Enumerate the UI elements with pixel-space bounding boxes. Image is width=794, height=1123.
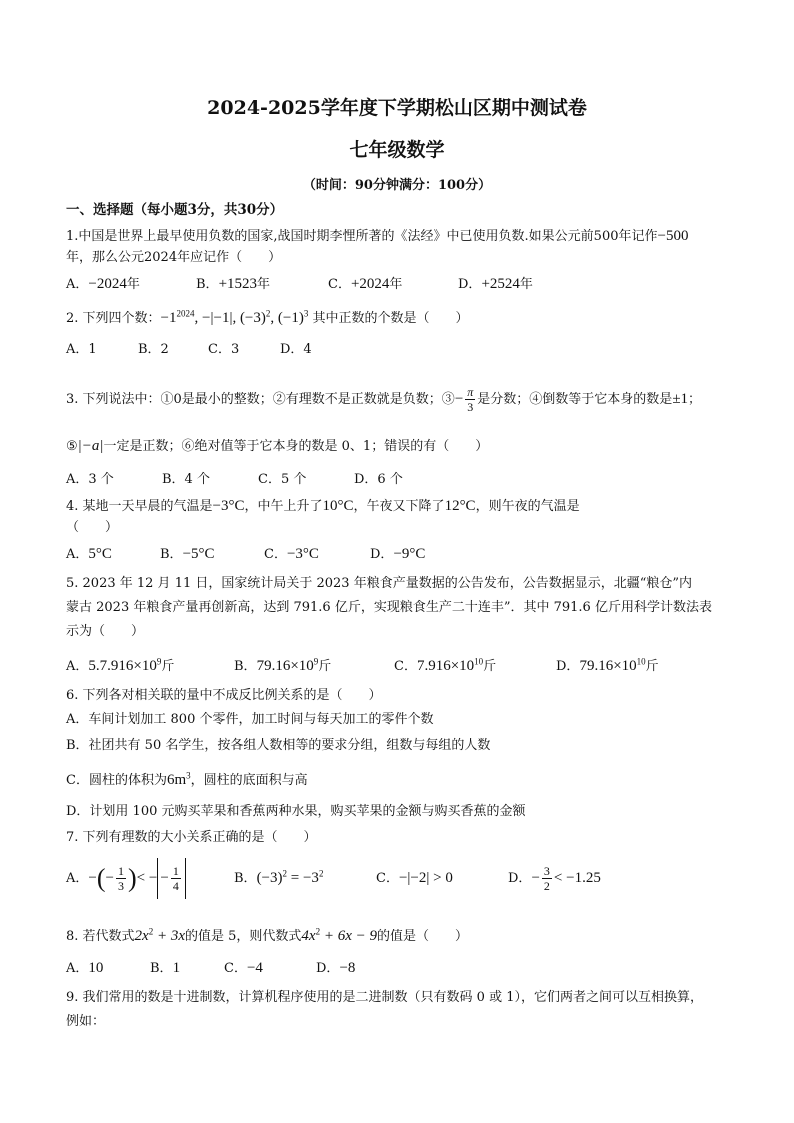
q5-option-a[interactable]: A．$5.7.916\times 10^9$斤 xyxy=(66,656,175,674)
q4-option-b[interactable]: B．−5°C xyxy=(160,546,215,562)
question-9-line-1: 9. 我们常用的数是十进制数，计算机程序使用的是二进制数（只有数码 0 或 1），它们两者之间可以互相换算， xyxy=(66,990,703,1005)
q6-option-a[interactable]: A．车间计划加工 800 个零件，加工时间与每天加工的零件个数 xyxy=(66,712,434,727)
question-7-stem: 7. 下列有理数的大小关系正确的是（ ） xyxy=(66,830,317,845)
exam-meta: （时间：90分钟满分：100分） xyxy=(302,178,492,193)
q2-option-a[interactable]: A．1 xyxy=(66,342,97,357)
q6-option-c[interactable]: C．圆柱的体积为$6m^3$，圆柱的底面积与高 xyxy=(66,770,308,788)
q4-option-a[interactable]: A．5°C xyxy=(66,546,112,562)
q3-option-a[interactable]: A．3 个 xyxy=(66,472,114,487)
q5-option-b[interactable]: B．$79.16\times 10^9$斤 xyxy=(234,656,332,674)
q1-math: −500 xyxy=(657,228,689,244)
question-1-line-2: 年，那么公元2024年应记作（ ） xyxy=(66,250,282,265)
q2-option-c[interactable]: C．3 xyxy=(208,342,240,357)
question-5-line-1: 5. 2023 年 12 月 11 日，国家统计局关于 2023 年粮食产量数据的公告发布，公告数据显示，北疆“粮仓”内 xyxy=(66,576,693,591)
q2-option-d[interactable]: D．4 xyxy=(280,342,312,357)
question-8-stem: 8. 若代数式$2x^2 + 3x$的值是 5，则代数式$4x^2 + 6x - 9$的值是（ ） xyxy=(66,926,468,944)
q6-option-d[interactable]: D．计划用 100 元购买苹果和香蕉两种水果，购买苹果的金额与购买香蕉的金额 xyxy=(66,804,526,819)
exam-subtitle: 七年级数学 xyxy=(349,139,445,161)
question-1-line-1 xyxy=(66,226,754,247)
q8-option-d[interactable]: D．−8 xyxy=(316,960,356,976)
section-heading: 一、选择题（每小题3分，共30分） xyxy=(66,202,284,218)
question-2-stem: 2. 下列四个数：$-1^{2024}$, −|−1|, $(-3)^2$, $(-1)^3$ 其中正数的个数是（ ） xyxy=(66,308,469,326)
q6-option-b[interactable]: B．社团共有 50 名学生，按各组人数相等的要求分组，组数与每组的人数 xyxy=(66,738,491,753)
q1-option-c[interactable]: C．+2024年 xyxy=(328,276,403,292)
question-9-line-2: 例如： xyxy=(66,1014,106,1029)
q1-text: 1.中国是世界上最早使用负数的国家,战国时期李悝所著的《法经》中已使用负数.如果公元前500年记作 xyxy=(66,229,658,244)
q3-option-b[interactable]: B．4 个 xyxy=(162,472,210,487)
q7-option-d[interactable]: D．− $\frac{3}{2}$ < −1.25 xyxy=(508,864,601,893)
question-4-line-2: （ ） xyxy=(66,520,119,535)
q1-option-b[interactable]: B．+1523年 xyxy=(196,276,271,292)
q7-option-b[interactable]: B．$(-3)^2 = -3^2$ xyxy=(234,868,324,886)
q8-option-a[interactable]: A．10 xyxy=(66,960,104,976)
q7-option-c[interactable]: C．−|−2| > 0 xyxy=(376,870,453,886)
q5-option-c[interactable]: C．$7.916\times 10^{10}$斤 xyxy=(394,656,497,674)
q3-fraction: $\frac{\pi}{3}$ xyxy=(467,385,474,414)
question-5-line-3: 示为（ ） xyxy=(66,624,145,639)
question-5-line-2: 蒙古 2023 年粮食产量再创新高，达到 791.6 亿斤，实现粮食生产二十连丰”．其中 791.6 亿斤用科学计数法表 xyxy=(66,600,712,615)
q2-option-b[interactable]: B．2 xyxy=(138,342,169,357)
q1-option-a[interactable]: A．−2024年 xyxy=(66,276,140,292)
question-4-line-1: 4. 某地一天早晨的气温是−3°C，中午上升了10°C，午夜又下降了12°C，则午夜的气温是 xyxy=(66,498,580,514)
question-3-line-2: ⑤|−a|一定是正数；⑥绝对值等于它本身的数是 0、1；错误的有（ ） xyxy=(66,438,489,454)
question-6-stem: 6. 下列各对相关联的量中不成反比例关系的是（ ） xyxy=(66,688,382,703)
question-3-line-1: 3. 下列说法中：①0是最小的整数；②有理数不是正数就是负数；③− $\frac{\pi}{3}$ 是分数；④倒数等于它本身的数是±1； xyxy=(66,385,702,414)
q3-option-c[interactable]: C．5 个 xyxy=(258,472,307,487)
question-7-options xyxy=(66,858,754,902)
q8-option-c[interactable]: C．−4 xyxy=(224,960,263,976)
q4-option-c[interactable]: C．−3°C xyxy=(264,546,319,562)
q3-option-d[interactable]: D．6 个 xyxy=(354,472,403,487)
exam-title: 2024-2025学年度下学期松山区期中测试卷 xyxy=(207,97,587,119)
q1-option-d[interactable]: D．+2524年 xyxy=(458,276,533,292)
q8-option-b[interactable]: B．1 xyxy=(150,960,181,976)
q5-option-d[interactable]: D．$79.16\times 10^{10}$斤 xyxy=(556,656,659,674)
q7-option-a[interactable]: A．−(− $\frac{1}{3}$ )< − − $\frac{1}{4}$ xyxy=(66,858,186,899)
q4-option-d[interactable]: D．−9°C xyxy=(370,546,426,562)
